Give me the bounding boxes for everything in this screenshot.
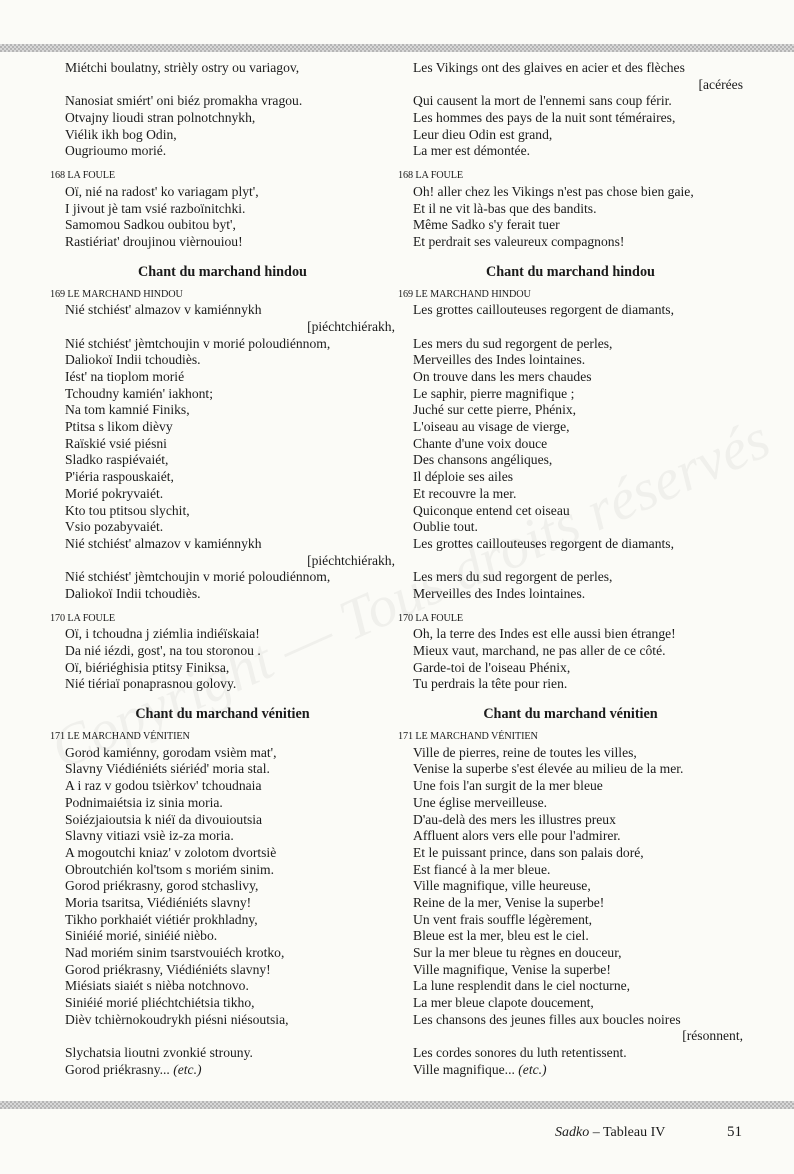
verse-line: Les chansons des jeunes filles aux boucles noires <box>413 1011 681 1027</box>
section-heading: Chant du marchand vénitien <box>135 706 310 723</box>
verse-line: Nié stchiést' almazov v kamiénnykh <box>65 302 262 318</box>
speaker-label: 169 LE MARCHAND HINDOU <box>398 288 531 300</box>
verse-line: Oh, la terre des Indes est elle aussi bien étrange! <box>413 626 676 642</box>
opera-title: Sadko <box>555 1125 590 1140</box>
verse-line: Kto tou ptitsou slychit, <box>65 502 190 518</box>
stanza-gap <box>50 160 395 167</box>
verse-line: Juché sur cette pierre, Phénix, <box>413 402 577 418</box>
verse-line: Obroutchién kol'tsom s moriém sinim. <box>65 861 274 877</box>
section-heading: Chant du marchand hindou <box>138 263 307 280</box>
stanza-gap <box>50 603 395 610</box>
verse-line: Merveilles des Indes lointaines. <box>413 585 586 601</box>
verse-line: Oublie tout. <box>413 519 478 535</box>
verse-line: Un vent frais souffle légèrement, <box>413 911 593 927</box>
page-footer <box>555 1124 742 1141</box>
verse-line: Gorod priékrasny, Viédiéniéts slavny! <box>65 961 271 977</box>
verse-line: Sladko raspiévaiét, <box>65 452 169 468</box>
verse-line: Nié stchiést' jèmtchoujin v morié poloudiénnom, <box>65 569 331 585</box>
verse-continuation: [piéchtchiérakh, <box>307 318 395 334</box>
verse-line: Gorod priékrasny, gorod stchaslivy, <box>65 878 259 894</box>
french-column <box>398 60 743 1079</box>
verse-line: Est fiancé à la mer bleue. <box>413 861 551 877</box>
verse-line: La mer bleue clapote doucement, <box>413 995 594 1011</box>
verse-line: Oï, biériéghisia ptitsy Finiksa, <box>65 659 230 675</box>
stanza-gap <box>398 603 743 610</box>
verse-line: Oh! aller chez les Vikings n'est pas chose bien gaie, <box>413 183 694 199</box>
verse-line: Rastiériat' droujinou vièrnouiou! <box>65 233 243 249</box>
verse-line: Nié stchiést' almazov v kamiénnykh <box>65 535 262 551</box>
verse-line: Les hommes des pays de la nuit sont téméraires, <box>413 110 676 126</box>
verse-line: Ville de pierres, reine de toutes les villes, <box>413 744 637 760</box>
verse-line: Tu perdrais la tête pour rien. <box>413 676 568 692</box>
verse-line: Des chansons angéliques, <box>413 452 553 468</box>
verse-line: Les cordes sonores du luth retentissent. <box>413 1045 627 1061</box>
verse-line: Leur dieu Odin est grand, <box>413 126 553 142</box>
verse-line: Vsio pozabyvaiét. <box>65 519 164 535</box>
verse-line: A i raz v godou tsièrkov' tchoudnaia <box>65 778 262 794</box>
verse-line: Oï, nié na radost' ko variagam plyt', <box>65 183 259 199</box>
verse-line: A mogoutchi kniaz' v zolotom dvortsiè <box>65 844 277 860</box>
verse-continuation: [résonnent, <box>682 1028 743 1044</box>
verse-line: Oï, i tchoudna j ziémlia indiéïskaia! <box>65 626 260 642</box>
verse-line: Et recouvre la mer. <box>413 485 517 501</box>
verse-line: Une église merveilleuse. <box>413 794 547 810</box>
verse-continuation: [acérées <box>698 76 743 92</box>
verse-line: Na tom kamnié Finiks, <box>65 402 190 418</box>
verse-line: Les grottes caillouteuses regorgent de diamants, <box>413 302 674 318</box>
verse-line: Mieux vaut, marchand, ne pas aller de ce côté. <box>413 643 666 658</box>
verse-line: Da nié iézdi, gost', na tou storonou . <box>65 643 261 658</box>
verse-line: Les Vikings ont des glaives en acier et des flèches <box>413 60 685 75</box>
verse-line: Tikho porkhaiét viétiér prokhladny, <box>65 911 258 927</box>
verse-line: Même Sadko s'y ferait tuer <box>413 217 560 233</box>
speaker-label: 168 LA FOULE <box>50 170 116 182</box>
verse-line: L'oiseau au visage de vierge, <box>413 419 570 435</box>
verse-line: Iést' na tioplom morié <box>65 369 185 384</box>
verse-line: Et le puissant prince, dans son palais doré, <box>413 844 644 860</box>
verse-line: Viélik ikh bog Odin, <box>65 126 177 142</box>
verse-line: Quiconque entend cet oiseau <box>413 502 570 518</box>
verse-line: Daliokoï Indii tchoudiès. <box>65 352 201 368</box>
verse-line: Ougrioumo morié. <box>65 143 167 159</box>
bottom-border <box>0 1101 794 1109</box>
verse-line: Tchoudny kamién' iakhont; <box>65 385 213 401</box>
section-heading: Chant du marchand vénitien <box>483 706 658 723</box>
verse-line: Le saphir, pierre magnifique ; <box>413 385 575 401</box>
speaker-label: 170 LA FOULE <box>398 612 464 624</box>
speaker-label: 169 LE MARCHAND HINDOU <box>50 288 183 300</box>
verse-line: Soiézjaioutsia k niéï da divouioutsia <box>65 811 263 827</box>
verse-line: Une fois l'an surgit de la mer bleue <box>413 778 603 794</box>
verse-line: Siniéié morié pliéchtchiétsia tikho, <box>65 995 255 1011</box>
verse-line: Chante d'une voix douce <box>413 435 548 451</box>
verse-line: P'iéria raspouskaiét, <box>65 469 174 485</box>
verse-line: D'au-delà des mers les illustres preux <box>413 811 616 827</box>
verse-line <box>398 319 743 336</box>
verse-line <box>398 1062 743 1079</box>
verse-line: Qui causent la mort de l'ennemi sans coup férir. <box>413 93 672 109</box>
verse-text: Gorod priékrasny... <box>65 1061 174 1077</box>
verse-line: Nanosiat smiért' oni biéz promakha vragou. <box>65 93 303 109</box>
verse-text: Ville magnifique... <box>413 1061 519 1077</box>
verse-line: Ptitsa s likom dièvy <box>65 419 173 435</box>
verse-line: Reine de la mer, Venise la superbe! <box>413 894 605 910</box>
verse-line: Bleue est la mer, bleu est le ciel. <box>413 928 589 944</box>
verse-line: Siniéié morié, siniéié nièbo. <box>65 928 218 944</box>
verse-line: Daliokoï Indii tchoudiès. <box>65 585 201 601</box>
verse-line: Sur la mer bleue tu règnes en douceur, <box>413 945 622 960</box>
verse-line: Samomou Sadkou oubitou byt', <box>65 217 236 233</box>
verse-line: Venise la superbe s'est élevée au milieu de la mer. <box>413 761 684 777</box>
verse-line: Ville magnifique, Venise la superbe! <box>413 961 611 977</box>
verse-line: Nié stchiést' jèmtchoujin v morié poloudiénnom, <box>65 335 331 351</box>
verse-line: Miétchi boulatny, strièly ostry ou variagov, <box>65 60 300 75</box>
verse-line: Dièv tchièrnokoudrykh piésni niésoutsia, <box>65 1011 289 1027</box>
verse-line: Il déploie ses ailes <box>413 469 514 485</box>
section-heading: Chant du marchand hindou <box>486 263 655 280</box>
verse-line: Slychatsia lioutni zvonkié strouny. <box>65 1045 253 1061</box>
speaker-label: 170 LA FOULE <box>50 612 116 624</box>
stanza-gap <box>398 160 743 167</box>
russian-column <box>50 60 395 1079</box>
speaker-label: 168 LA FOULE <box>398 170 464 182</box>
top-border <box>0 44 794 52</box>
etc-marker: (etc.) <box>173 1061 202 1077</box>
verse-line: Podnimaiétsia iz sinia moria. <box>65 794 223 810</box>
verse-line: Morié pokryvaiét. <box>65 485 164 501</box>
verse-line: Slavny Viédiéniéts siériéd' moria stal. <box>65 761 270 777</box>
verse-line <box>50 1062 395 1079</box>
verse-line: Les mers du sud regorgent de perles, <box>413 335 613 351</box>
verse-line: Moria tsaritsa, Viédiéniéts slavny! <box>65 894 252 910</box>
verse-line: Les mers du sud regorgent de perles, <box>413 569 613 585</box>
verse-line: Affluent alors vers elle pour l'admirer. <box>413 828 621 844</box>
verse-line: Slavny vitiazi vsiè iz-za moria. <box>65 828 234 844</box>
verse-line: Et il ne vit là-bas que des bandits. <box>413 200 597 216</box>
verse-line: Nad moriém sinim tsarstvouiéch krotko, <box>65 945 285 960</box>
verse-line: Raïskié vsié piésni <box>65 435 167 451</box>
verse-line <box>50 77 395 94</box>
verse-continuation: [piéchtchiérakh, <box>307 552 395 568</box>
tableau-label: – Tableau IV <box>589 1125 666 1140</box>
verse-line: Et perdrait ses valeureux compagnons! <box>413 233 625 249</box>
verse-line <box>398 553 743 570</box>
verse-line: Garde-toi de l'oiseau Phénix, <box>413 659 571 675</box>
verse-line: I jivout jè tam vsié razboïnitchki. <box>65 200 246 216</box>
verse-line: Merveilles des Indes lointaines. <box>413 352 586 368</box>
verse-line: Miésiats siaiét s nièba notchnovo. <box>65 978 249 994</box>
page-number: 51 <box>727 1124 742 1140</box>
verse-line: On trouve dans les mers chaudes <box>413 369 592 384</box>
verse-line: Ville magnifique, ville heureuse, <box>413 878 591 894</box>
verse-line: La lune resplendit dans le ciel nocturne, <box>413 978 631 994</box>
verse-line: Otvajny lioudi stran polnotchnykh, <box>65 110 256 126</box>
verse-line: Les grottes caillouteuses regorgent de diamants, <box>413 535 674 551</box>
speaker-label: 171 LE MARCHAND VÉNITIEN <box>398 731 538 743</box>
verse-line: Nié tiériaï ponaprasnou golovy. <box>65 676 237 692</box>
etc-marker: (etc.) <box>518 1061 547 1077</box>
verse-line: Gorod kamiénny, gorodam vsièm mat', <box>65 744 277 760</box>
verse-line: La mer est démontée. <box>413 143 531 159</box>
stanza-gap <box>50 1028 395 1045</box>
speaker-label: 171 LE MARCHAND VÉNITIEN <box>50 731 190 743</box>
